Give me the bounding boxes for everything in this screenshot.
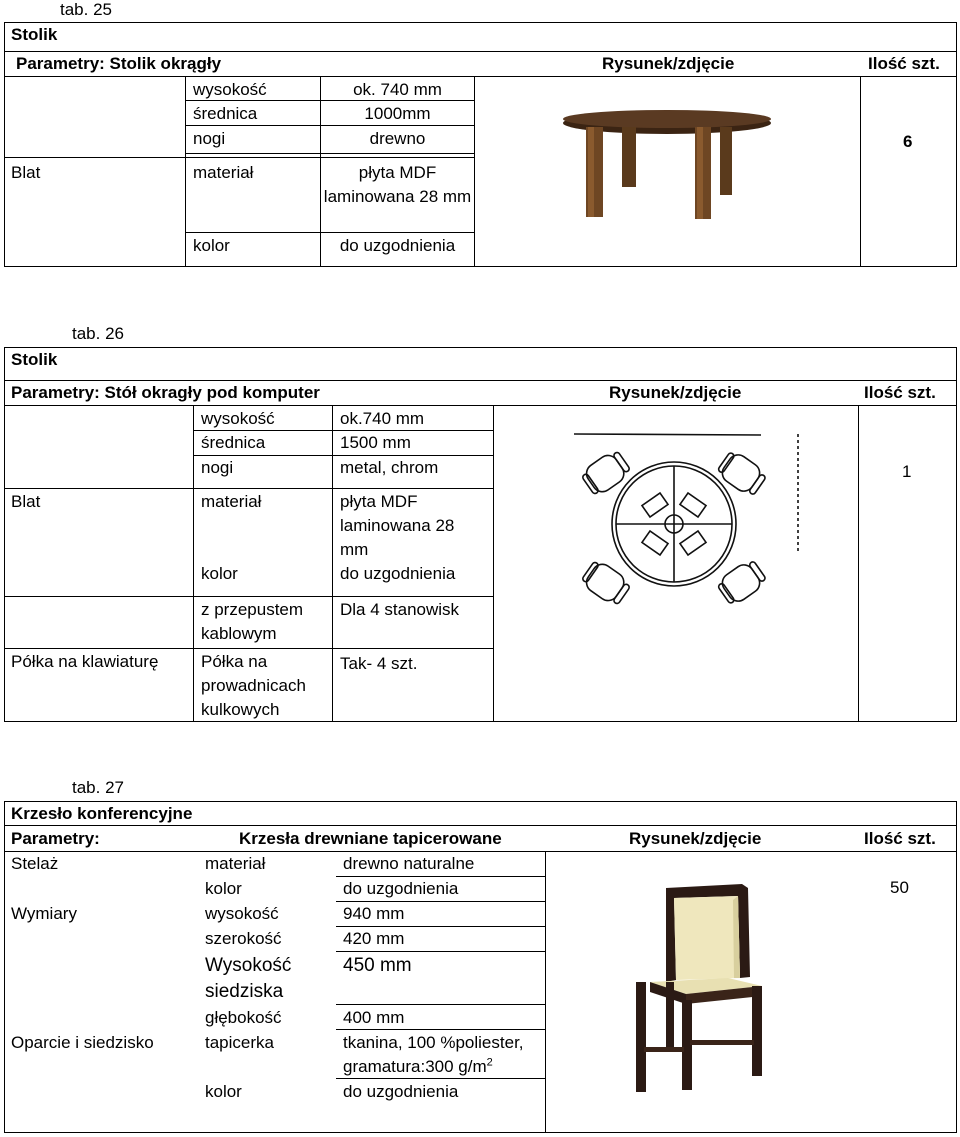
group-label: Półka na klawiaturę — [11, 652, 159, 671]
table-caption: tab. 27 — [72, 778, 124, 797]
drawing-label: Rysunek/zdjęcie — [602, 54, 735, 73]
drawing-label: Rysunek/zdjęcie — [609, 383, 742, 402]
param-name: kolor — [205, 1082, 242, 1101]
param-value: 940 mm — [343, 904, 405, 923]
param-name: wysokość — [201, 409, 275, 428]
params-value: Krzesła drewniane tapicerowane — [239, 829, 502, 848]
param-name: z przepustem kablowym — [201, 600, 304, 643]
table-title: Stolik — [11, 350, 58, 369]
param-name: kolor — [205, 879, 242, 898]
qty-label: Ilość szt. — [864, 829, 936, 848]
param-name: nogi — [193, 129, 226, 148]
param-value: metal, chrom — [340, 458, 439, 477]
group-label: Blat — [11, 163, 41, 182]
param-value: 400 mm — [343, 1008, 405, 1027]
qty-value: 6 — [903, 132, 913, 151]
params-label: Parametry: — [11, 829, 100, 848]
param-value: do uzgodnienia — [343, 1082, 459, 1101]
param-value: do uzgodnienia — [343, 879, 459, 898]
round-computer-table-drawing — [536, 428, 811, 638]
param-name: Półka na prowadnicach kulkowych — [201, 652, 306, 719]
param-name: nogi — [201, 458, 234, 477]
param-name: Wysokość siedziska — [205, 955, 292, 1002]
param-name: średnica — [201, 433, 266, 452]
param-value: Dla 4 stanowisk — [340, 600, 460, 619]
qty-value: 50 — [890, 878, 909, 897]
param-name: wysokość — [205, 904, 279, 923]
unit-exponent: 2 — [486, 1056, 493, 1069]
qty-value: 1 — [902, 462, 912, 481]
param-value: tkanina, 100 %poliester, gramatura:300 $g/m^2$ — [343, 1033, 524, 1076]
table-caption: tab. 25 — [60, 0, 112, 19]
param-value: drewno — [369, 129, 426, 148]
param-name: materiał — [201, 492, 262, 511]
table-caption: tab. 26 — [72, 324, 124, 343]
group-label: Blat — [11, 492, 41, 511]
upholstered-wooden-chair-photo — [630, 882, 770, 1092]
param-value: 1000mm — [364, 104, 431, 123]
params-label: Parametry: Stolik okrągły — [16, 54, 222, 73]
table-title: Krzesło konferencyjne — [11, 804, 193, 823]
drawing-label: Rysunek/zdjęcie — [629, 829, 762, 848]
param-name: szerokość — [205, 929, 282, 948]
param-name: materiał — [205, 854, 266, 873]
params-label: Parametry: Stół okragły pod komputer — [11, 383, 320, 402]
param-value: płyta MDF laminowana 28 mm — [323, 163, 472, 206]
param-value: 420 mm — [343, 929, 405, 948]
param-value: ok.740 mm — [340, 409, 425, 428]
param-name: średnica — [193, 104, 258, 123]
param-name: wysokość — [193, 80, 267, 99]
param-name: kolor — [201, 564, 238, 583]
param-value: ok. 740 mm — [353, 80, 442, 99]
param-name: kolor — [193, 236, 230, 255]
group-label: Wymiary — [11, 904, 77, 923]
table-title: Stolik — [11, 25, 58, 44]
param-value: płyta MDF laminowana 28 mm — [340, 492, 455, 559]
param-name: głębokość — [205, 1008, 282, 1027]
group-label: Oparcie i siedzisko — [11, 1033, 154, 1052]
param-value: Tak- 4 szt. — [340, 654, 418, 673]
param-value: drewno naturalne — [343, 854, 475, 873]
param-value: 450 mm — [343, 955, 412, 976]
param-name: materiał — [193, 163, 254, 182]
param-value: 1500 mm — [340, 433, 411, 452]
round-wooden-table-photo — [560, 105, 775, 225]
param-value: do uzgodnienia — [340, 564, 456, 583]
group-label: Stelaż — [11, 854, 59, 873]
qty-label: Ilość szt. — [868, 54, 940, 73]
qty-label: Ilość szt. — [864, 383, 936, 402]
param-name: tapicerka — [205, 1033, 274, 1052]
param-value: do uzgodnienia — [339, 236, 456, 255]
